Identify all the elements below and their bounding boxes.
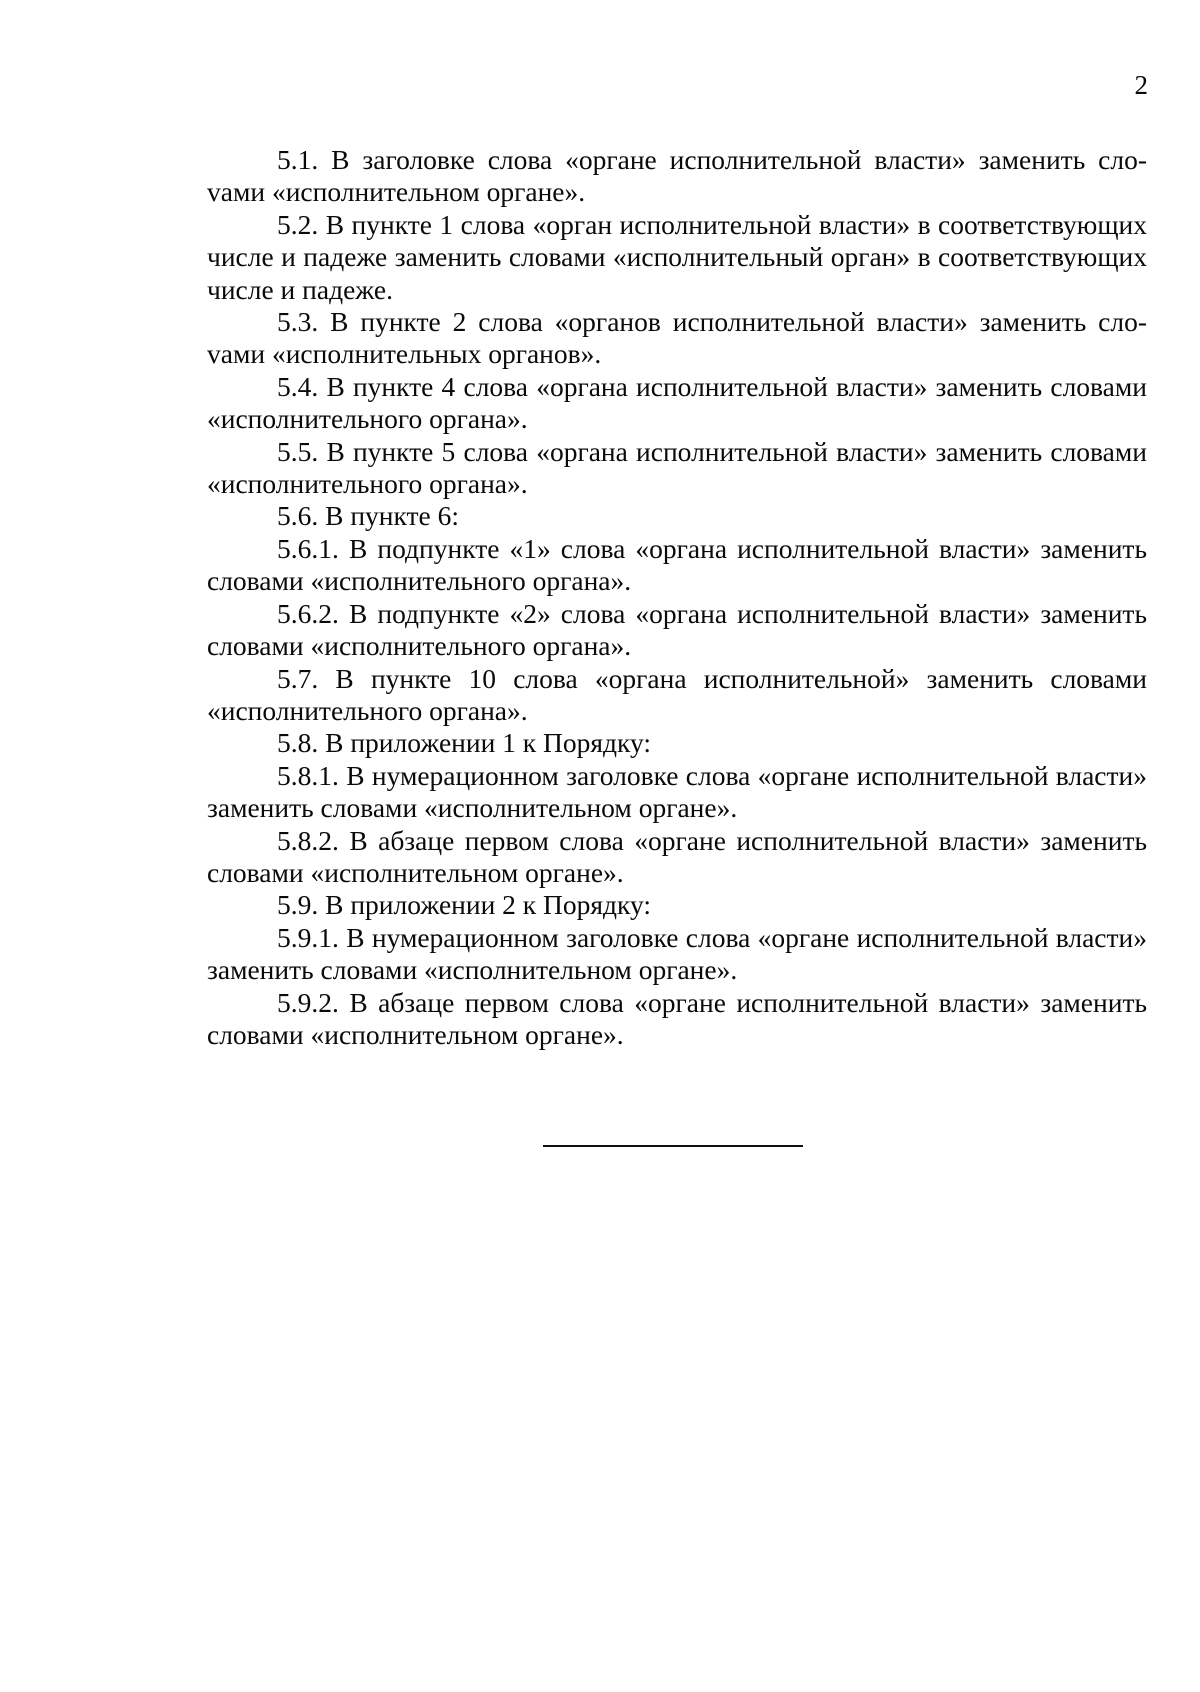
paragraph-5-8-2: 5.8.2. В абзаце первом слова «органе исполнительной власти» заменить словами «исполнительном органе».: [207, 824, 1147, 888]
paragraph-5-6: 5.6. В пункте 6:: [277, 500, 460, 532]
paragraph-5-9-2: 5.9.2. В абзаце первом слова «органе исполнительной власти» заменить словами «исполнительном органе».: [207, 986, 1147, 1050]
paragraph-5-5: 5.5. В пункте 5 слова «органа исполнительной власти» заменить словами «исполнительного органа».: [207, 435, 1147, 500]
paragraph-5-9: 5.9. В приложении 2 к Порядку:: [277, 889, 652, 921]
paragraph-5-2: 5.2. В пункте 1 слова «орган исполнительной власти» в соответствующих числе и падеже заменить словами «исполнительный орган» в соответствующих числе и падеже.: [207, 208, 1147, 305]
paragraph-5-8: 5.8. В приложении 1 к Порядку:: [277, 727, 652, 759]
paragraph-5-9-1: 5.9.1. В нумерационном заголовке слова «органе исполнительной власти» заменить словами «исполнительном органе».: [207, 921, 1147, 986]
paragraph-5-4: 5.4. В пункте 4 слова «органа исполнительной власти» заменить словами «исполнительного органа».: [207, 370, 1147, 435]
document-body: [207, 144, 1147, 1051]
paragraph-5-6-1: 5.6.1. В подпункте «1» слова «органа исполнительной власти» заменить словами «исполнительного органа».: [207, 532, 1147, 597]
paragraph-5-1: 5.1. В заголовке слова «органе исполнительной власти» заменить слоvами «исполнительном органе».: [207, 144, 1147, 208]
page-number: 2: [1134, 70, 1148, 100]
paragraph-5-3: 5.3. В пункте 2 слова «органов исполнительной власти» заменить слоvами «исполнительных органов».: [207, 306, 1147, 370]
paragraph-5-6-2: 5.6.2. В подпункте «2» слова «органа исполнительной власти» заменить словами «исполнительного органа».: [207, 597, 1147, 662]
paragraph-5-8-1: 5.8.1. В нумерационном заголовке слова «органе исполнительной власти» заменить словами «исполнительном органе».: [207, 759, 1147, 824]
end-of-text-separator: [543, 1145, 803, 1147]
paragraph-5-7: 5.7. В пункте 10 слова «органа исполнительной» заменить словами «исполнительного органа».: [207, 662, 1147, 726]
